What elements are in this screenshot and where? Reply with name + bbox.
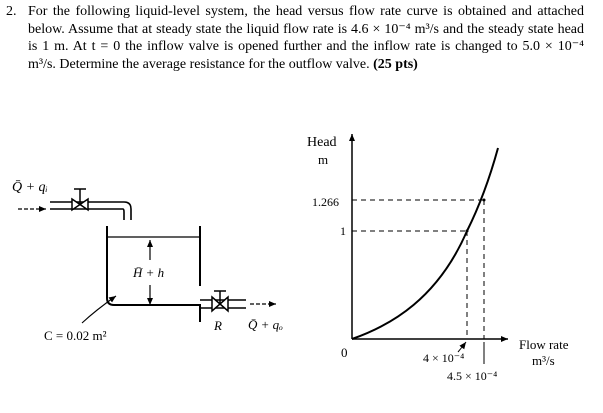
- head-label: H̄ + h: [133, 265, 165, 280]
- x-tick-label: 4 × 10⁻⁴: [423, 351, 465, 365]
- curve-point: [466, 230, 469, 233]
- head-flow-curve: [352, 148, 498, 339]
- inflow-label: Q̄ + qᵢ: [12, 180, 48, 195]
- capacitance-leader: [82, 296, 116, 323]
- y-tick-label: 1: [340, 224, 346, 238]
- problem-text: For the following liquid-level system, the head versus flow rate curve is obtained and attached below. Assume that at steady state the liquid flow rate is 4.6 × 10⁻⁴ m³/s and the steady state head is 1 m. At t = 0 the inflow valve is opened further and the inflow rate is changed to 5.0 × 10⁻⁴ m³/s. Determine the average resistance for the outflow valve.: [28, 4, 584, 72]
- x-axis-label: Flow rate: [519, 337, 569, 352]
- x-axis-unit: m³/s: [532, 353, 555, 368]
- y-axis-label: Head: [307, 135, 337, 150]
- problem-points: (25 pts): [373, 56, 418, 72]
- curve-point: [483, 199, 486, 202]
- figure: [0, 120, 603, 413]
- x-tick-label: 4.5 × 10⁻⁴: [447, 369, 498, 383]
- origin-label: 0: [341, 345, 348, 360]
- tank-diagram: [12, 180, 283, 343]
- problem-body: [28, 3, 584, 73]
- y-axis-unit: m: [318, 152, 329, 167]
- inflow-valve-icon: [72, 189, 88, 210]
- resistance-label: R: [214, 318, 222, 333]
- problem-number: 2.: [6, 4, 17, 19]
- outflow-label: Q̄ + qₒ: [248, 317, 283, 332]
- head-flow-chart: [307, 134, 569, 383]
- inflow-pipe: [50, 202, 131, 220]
- capacitance-label: C = 0.02 m²: [44, 328, 107, 343]
- y-tick-label: 1.266: [312, 195, 339, 209]
